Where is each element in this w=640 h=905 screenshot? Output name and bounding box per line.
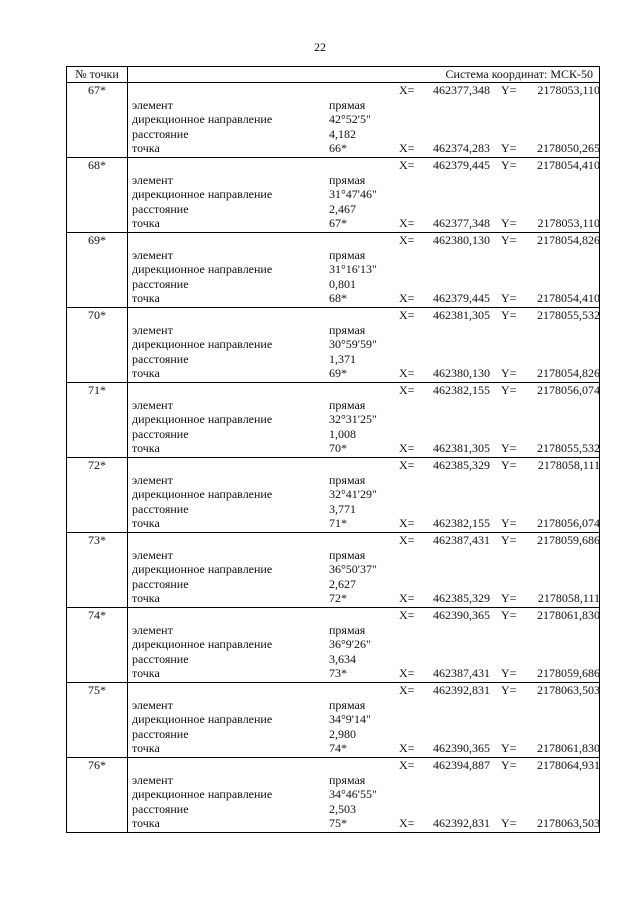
table-row	[66, 383, 600, 458]
prev-x-label: X=	[399, 141, 415, 155]
point-label: точка	[132, 666, 160, 680]
y-label: Y=	[501, 383, 517, 397]
distance-row	[67, 352, 599, 367]
point-coordinates	[67, 158, 599, 173]
distance-label: расстояние	[132, 352, 189, 366]
direction-label: дирекционное направление	[132, 412, 273, 426]
prev-y-label: Y=	[501, 216, 517, 230]
prev-point-row	[67, 816, 599, 831]
element-value: прямая	[329, 473, 366, 487]
point-coordinates	[67, 533, 599, 548]
point-coordinates	[67, 383, 599, 398]
point-label: точка	[132, 141, 160, 155]
x-value: 462379,445	[433, 158, 490, 172]
prev-x-value: 462381,305	[433, 441, 490, 455]
distance-value: 1,371	[329, 352, 356, 366]
prev-point-row	[67, 366, 599, 381]
prev-point-row	[67, 441, 599, 456]
distance-row	[67, 727, 599, 742]
prev-x-value: 462387,431	[433, 666, 490, 680]
prev-y-label: Y=	[501, 516, 517, 530]
prev-point-number: 73*	[329, 666, 347, 680]
direction-row	[67, 412, 599, 427]
prev-point-number: 70*	[329, 441, 347, 455]
x-label: X=	[399, 233, 415, 247]
prev-x-value: 462390,365	[433, 741, 490, 755]
prev-y-value: 2178050,265	[537, 141, 600, 155]
prev-point-row	[67, 516, 599, 531]
prev-x-label: X=	[399, 666, 415, 680]
element-value: прямая	[329, 98, 366, 112]
y-label: Y=	[501, 458, 517, 472]
y-value: 2178059,686	[537, 533, 600, 547]
point-label: точка	[132, 216, 160, 230]
table-row	[66, 533, 600, 608]
x-label: X=	[399, 458, 415, 472]
prev-point-row	[67, 216, 599, 231]
distance-value: 2,503	[329, 802, 356, 816]
distance-value: 1,008	[329, 427, 356, 441]
point-number: 68*	[88, 158, 106, 172]
point-coordinates	[67, 458, 599, 473]
y-value: 2178055,532	[537, 308, 600, 322]
table-row	[66, 233, 600, 308]
element-label: элемент	[132, 173, 173, 187]
direction-row	[67, 187, 599, 202]
y-value: 2178063,503	[537, 683, 600, 697]
element-row	[67, 323, 599, 338]
prev-y-label: Y=	[501, 741, 517, 755]
direction-value: 31°47'46"	[329, 187, 377, 201]
point-number: 75*	[88, 683, 106, 697]
y-value: 2178053,110	[537, 83, 600, 97]
direction-label: дирекционное направление	[132, 487, 273, 501]
element-row	[67, 473, 599, 488]
prev-y-label: Y=	[501, 141, 517, 155]
element-row	[67, 698, 599, 713]
element-row	[67, 248, 599, 263]
point-number: 69*	[88, 233, 106, 247]
prev-x-value: 462377,348	[433, 216, 490, 230]
prev-point-row	[67, 291, 599, 306]
prev-y-label: Y=	[501, 591, 517, 605]
header-coordinate-system: Система координат: МСК-50	[445, 67, 593, 81]
direction-value: 36°9'26"	[329, 637, 371, 651]
direction-row	[67, 487, 599, 502]
point-number: 70*	[88, 308, 106, 322]
direction-value: 42°52'5"	[329, 112, 371, 126]
x-value: 462380,130	[433, 233, 490, 247]
element-label: элемент	[132, 398, 173, 412]
element-row	[67, 173, 599, 188]
point-label: точка	[132, 591, 160, 605]
prev-y-value: 2178063,503	[537, 816, 600, 830]
prev-x-value: 462382,155	[433, 516, 490, 530]
distance-value: 2,980	[329, 727, 356, 741]
prev-x-value: 462379,445	[433, 291, 490, 305]
prev-point-row	[67, 666, 599, 681]
distance-row	[67, 277, 599, 292]
element-value: прямая	[329, 773, 366, 787]
prev-point-number: 69*	[329, 366, 347, 380]
direction-value: 34°9'14"	[329, 712, 371, 726]
direction-row	[67, 112, 599, 127]
element-value: прямая	[329, 698, 366, 712]
direction-value: 34°46'55"	[329, 787, 377, 801]
distance-row	[67, 127, 599, 142]
prev-y-value: 2178059,686	[537, 666, 600, 680]
x-value: 462392,831	[433, 683, 490, 697]
prev-y-value: 2178053,110	[537, 216, 600, 230]
x-value: 462377,348	[433, 83, 490, 97]
distance-value: 3,771	[329, 502, 356, 516]
element-label: элемент	[132, 548, 173, 562]
prev-x-label: X=	[399, 516, 415, 530]
point-coordinates	[67, 758, 599, 773]
element-row	[67, 398, 599, 413]
distance-label: расстояние	[132, 277, 189, 291]
prev-x-label: X=	[399, 591, 415, 605]
prev-y-value: 2178055,532	[537, 441, 600, 455]
x-value: 462381,305	[433, 308, 490, 322]
element-label: элемент	[132, 473, 173, 487]
x-value: 462390,365	[433, 608, 490, 622]
distance-label: расстояние	[132, 652, 189, 666]
distance-row	[67, 202, 599, 217]
distance-value: 4,182	[329, 127, 356, 141]
prev-x-label: X=	[399, 291, 415, 305]
page-number: 22	[314, 40, 326, 54]
prev-point-number: 67*	[329, 216, 347, 230]
direction-row	[67, 262, 599, 277]
point-label: точка	[132, 366, 160, 380]
header-point-number: № точки	[67, 67, 128, 82]
direction-row	[67, 562, 599, 577]
point-number: 71*	[88, 383, 106, 397]
direction-row	[67, 637, 599, 652]
prev-y-value: 2178054,410	[537, 291, 600, 305]
prev-point-number: 71*	[329, 516, 347, 530]
prev-x-value: 462380,130	[433, 366, 490, 380]
coordinates-table	[66, 66, 600, 833]
prev-x-value: 462392,831	[433, 816, 490, 830]
point-coordinates	[67, 83, 599, 98]
prev-x-value: 462374,283	[433, 141, 490, 155]
direction-value: 32°41'29"	[329, 487, 377, 501]
y-label: Y=	[501, 683, 517, 697]
element-label: элемент	[132, 698, 173, 712]
element-value: прямая	[329, 173, 366, 187]
point-number: 76*	[88, 758, 106, 772]
prev-y-label: Y=	[501, 291, 517, 305]
table-row	[66, 158, 600, 233]
direction-value: 32°31'25"	[329, 412, 377, 426]
y-label: Y=	[501, 533, 517, 547]
element-row	[67, 773, 599, 788]
element-value: прямая	[329, 623, 366, 637]
distance-label: расстояние	[132, 427, 189, 441]
distance-label: расстояние	[132, 127, 189, 141]
element-row	[67, 623, 599, 638]
table-row	[66, 758, 600, 833]
point-label: точка	[132, 291, 160, 305]
prev-point-row	[67, 591, 599, 606]
point-label: точка	[132, 441, 160, 455]
element-row	[67, 98, 599, 113]
y-label: Y=	[501, 758, 517, 772]
prev-x-value: 462385,329	[433, 591, 490, 605]
point-number: 67*	[88, 83, 106, 97]
distance-value: 2,627	[329, 577, 356, 591]
prev-y-value: 2178056,074	[537, 516, 600, 530]
table-row	[66, 83, 600, 158]
point-coordinates	[67, 233, 599, 248]
direction-row	[67, 712, 599, 727]
distance-row	[67, 802, 599, 817]
y-label: Y=	[501, 158, 517, 172]
prev-y-label: Y=	[501, 366, 517, 380]
point-coordinates	[67, 683, 599, 698]
prev-point-number: 66*	[329, 141, 347, 155]
prev-point-number: 68*	[329, 291, 347, 305]
distance-row	[67, 427, 599, 442]
x-label: X=	[399, 83, 415, 97]
direction-label: дирекционное направление	[132, 712, 273, 726]
y-value: 2178061,830	[537, 608, 600, 622]
direction-label: дирекционное направление	[132, 637, 273, 651]
table-row	[66, 458, 600, 533]
y-value: 2178054,410	[537, 158, 600, 172]
distance-label: расстояние	[132, 502, 189, 516]
y-value: 2178054,826	[537, 233, 600, 247]
distance-row	[67, 502, 599, 517]
x-label: X=	[399, 533, 415, 547]
y-value: 2178056,074	[537, 383, 600, 397]
element-row	[67, 548, 599, 563]
x-label: X=	[399, 758, 415, 772]
distance-label: расстояние	[132, 727, 189, 741]
distance-value: 2,467	[329, 202, 356, 216]
x-value: 462382,155	[433, 383, 490, 397]
y-label: Y=	[501, 308, 517, 322]
direction-label: дирекционное направление	[132, 187, 273, 201]
prev-x-label: X=	[399, 741, 415, 755]
element-value: прямая	[329, 323, 366, 337]
y-value: 2178058,111	[537, 458, 600, 472]
prev-point-number: 74*	[329, 741, 347, 755]
prev-y-label: Y=	[501, 441, 517, 455]
prev-y-value: 2178054,826	[537, 366, 600, 380]
direction-row	[67, 787, 599, 802]
direction-label: дирекционное направление	[132, 562, 273, 576]
distance-label: расстояние	[132, 202, 189, 216]
element-label: элемент	[132, 323, 173, 337]
direction-label: дирекционное направление	[132, 262, 273, 276]
distance-value: 3,634	[329, 652, 356, 666]
direction-label: дирекционное направление	[132, 787, 273, 801]
prev-y-value: 2178058,111	[537, 591, 600, 605]
direction-label: дирекционное направление	[132, 112, 273, 126]
x-label: X=	[399, 383, 415, 397]
y-label: Y=	[501, 608, 517, 622]
prev-x-label: X=	[399, 216, 415, 230]
point-label: точка	[132, 741, 160, 755]
distance-label: расстояние	[132, 577, 189, 591]
x-value: 462385,329	[433, 458, 490, 472]
point-label: точка	[132, 516, 160, 530]
direction-row	[67, 337, 599, 352]
point-number: 74*	[88, 608, 106, 622]
table-row	[66, 308, 600, 383]
y-label: Y=	[501, 233, 517, 247]
point-number: 73*	[88, 533, 106, 547]
y-label: Y=	[501, 83, 517, 97]
point-coordinates	[67, 308, 599, 323]
point-label: точка	[132, 816, 160, 830]
direction-value: 31°16'13"	[329, 262, 377, 276]
table-row	[66, 683, 600, 758]
x-value: 462394,887	[433, 758, 490, 772]
distance-row	[67, 652, 599, 667]
element-label: элемент	[132, 98, 173, 112]
prev-point-row	[67, 141, 599, 156]
direction-value: 36°50'37"	[329, 562, 377, 576]
element-value: прямая	[329, 248, 366, 262]
distance-row	[67, 577, 599, 592]
prev-point-row	[67, 741, 599, 756]
element-label: элемент	[132, 623, 173, 637]
element-value: прямая	[329, 548, 366, 562]
prev-x-label: X=	[399, 816, 415, 830]
element-value: прямая	[329, 398, 366, 412]
prev-point-number: 72*	[329, 591, 347, 605]
y-value: 2178064,931	[537, 758, 600, 772]
x-label: X=	[399, 158, 415, 172]
element-label: элемент	[132, 248, 173, 262]
table-row	[66, 608, 600, 683]
prev-point-number: 75*	[329, 816, 347, 830]
table-header	[66, 66, 600, 83]
prev-y-label: Y=	[501, 816, 517, 830]
element-label: элемент	[132, 773, 173, 787]
x-label: X=	[399, 683, 415, 697]
prev-x-label: X=	[399, 441, 415, 455]
x-label: X=	[399, 608, 415, 622]
distance-label: расстояние	[132, 802, 189, 816]
point-number: 72*	[88, 458, 106, 472]
x-value: 462387,431	[433, 533, 490, 547]
point-coordinates	[67, 608, 599, 623]
table-body	[66, 83, 600, 833]
direction-label: дирекционное направление	[132, 337, 273, 351]
prev-y-value: 2178061,830	[537, 741, 600, 755]
direction-value: 30°59'59"	[329, 337, 377, 351]
prev-y-label: Y=	[501, 666, 517, 680]
prev-x-label: X=	[399, 366, 415, 380]
distance-value: 0,801	[329, 277, 356, 291]
x-label: X=	[399, 308, 415, 322]
